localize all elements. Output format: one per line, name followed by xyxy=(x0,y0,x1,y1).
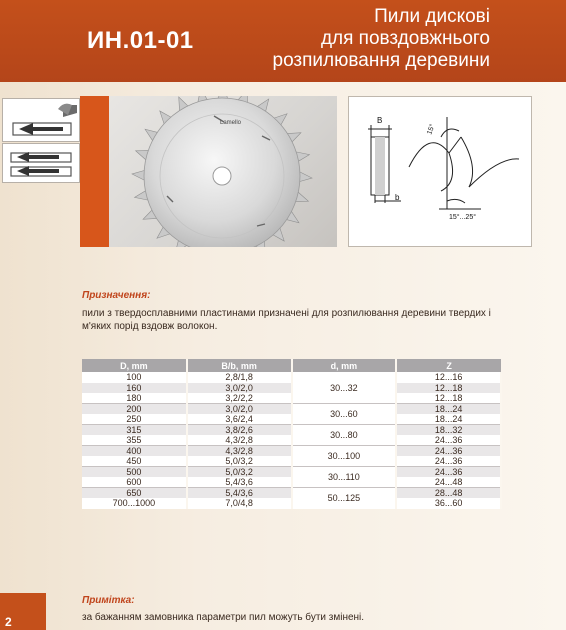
table-row xyxy=(82,404,501,415)
saw-blade-drawing xyxy=(109,96,337,247)
table-cell: 18...32 xyxy=(396,425,501,436)
feed-direction-icon xyxy=(2,143,80,183)
table-cell: 36...60 xyxy=(396,498,501,509)
col-header-bb: B/b, mm xyxy=(187,359,292,372)
table-cell: 12...18 xyxy=(396,393,501,404)
table-cell: 24...36 xyxy=(396,467,501,478)
product-code: ИН.01-01 xyxy=(87,27,194,54)
table-cell: 24...36 xyxy=(396,446,501,457)
table-cell: 24...36 xyxy=(396,456,501,467)
table-cell: 355 xyxy=(82,435,187,446)
table-cell: 200 xyxy=(82,404,187,415)
table-cell: 30...80 xyxy=(292,425,397,446)
table-row xyxy=(82,467,501,478)
table-cell: 5,0/3,2 xyxy=(187,467,292,478)
table-cell: 2,8/1,8 xyxy=(187,372,292,383)
table-row xyxy=(82,372,501,383)
table-cell: 30...60 xyxy=(292,404,397,425)
table-row xyxy=(82,425,501,436)
diagram-B-label: B xyxy=(377,116,383,125)
parameters-table xyxy=(82,359,502,509)
col-header-d: D, mm xyxy=(82,359,187,372)
table-cell: 18...24 xyxy=(396,414,501,425)
table-cell: 28...48 xyxy=(396,488,501,499)
table-cell: 4,3/2,8 xyxy=(187,446,292,457)
table-cell: 12...16 xyxy=(396,372,501,383)
table-cell: 250 xyxy=(82,414,187,425)
table-row xyxy=(82,488,501,499)
table-cell: 12...18 xyxy=(396,383,501,394)
table-cell: 5,4/3,6 xyxy=(187,488,292,499)
table-cell: 18...24 xyxy=(396,404,501,415)
note-label: Примітка: xyxy=(82,595,135,606)
accent-bar xyxy=(80,96,109,247)
table-cell: 30...32 xyxy=(292,372,397,404)
diagram-b-label: b xyxy=(395,193,400,202)
title-line: для повздовжнього xyxy=(320,28,490,49)
title-line: розпилювання деревини xyxy=(272,50,490,71)
header-banner xyxy=(0,0,566,82)
table-cell: 3,6/2,4 xyxy=(187,414,292,425)
table-cell: 7,0/4,8 xyxy=(187,498,292,509)
diagram-angle-bottom: 15°...25° xyxy=(449,214,477,221)
table-cell: 650 xyxy=(82,488,187,499)
table-cell: 24...36 xyxy=(396,435,501,446)
table-cell: 3,8/2,6 xyxy=(187,425,292,436)
table-cell: 100 xyxy=(82,372,187,383)
table-cell: 4,3/2,8 xyxy=(187,435,292,446)
col-header-z: Z xyxy=(396,359,501,372)
col-header-bore: d, mm xyxy=(292,359,397,372)
table-row xyxy=(82,446,501,457)
table-cell: 600 xyxy=(82,477,187,488)
tooth-profile-diagram xyxy=(348,96,532,247)
title-line: Пили дискові xyxy=(374,6,490,27)
diagram-angle-top: 15° xyxy=(426,123,437,136)
table-cell: 180 xyxy=(82,393,187,404)
table-cell: 5,4/3,6 xyxy=(187,477,292,488)
table-cell: 50...125 xyxy=(292,488,397,509)
table-cell: 700...1000 xyxy=(82,498,187,509)
page-number: 2 xyxy=(5,615,12,629)
table-cell: 500 xyxy=(82,467,187,478)
table-cell: 3,0/2,0 xyxy=(187,383,292,394)
table-cell: 315 xyxy=(82,425,187,436)
table-cell: 30...110 xyxy=(292,467,397,488)
saw-blade-image xyxy=(109,96,337,247)
page-title xyxy=(230,6,490,72)
table-cell: 3,2/2,2 xyxy=(187,393,292,404)
note-text: за бажанням замовника параметри пил можуть бути змінені. xyxy=(82,612,365,623)
purpose-label: Призначення: xyxy=(82,290,151,301)
table-cell: 5,0/3,2 xyxy=(187,456,292,467)
table-header-row xyxy=(82,359,501,372)
table-cell: 160 xyxy=(82,383,187,394)
purpose-text: пили з твердосплавними пластинами призначені для розпилювання деревини твердих і м'яких порід вздовж волокон. xyxy=(82,308,491,332)
table-cell: 450 xyxy=(82,456,187,467)
table-cell: 3,0/2,0 xyxy=(187,404,292,415)
table-cell: 24...48 xyxy=(396,477,501,488)
table-cell: 30...100 xyxy=(292,446,397,467)
cut-direction-icon xyxy=(2,98,80,142)
brand-mark: Lamello xyxy=(220,120,242,126)
table-cell: 400 xyxy=(82,446,187,457)
